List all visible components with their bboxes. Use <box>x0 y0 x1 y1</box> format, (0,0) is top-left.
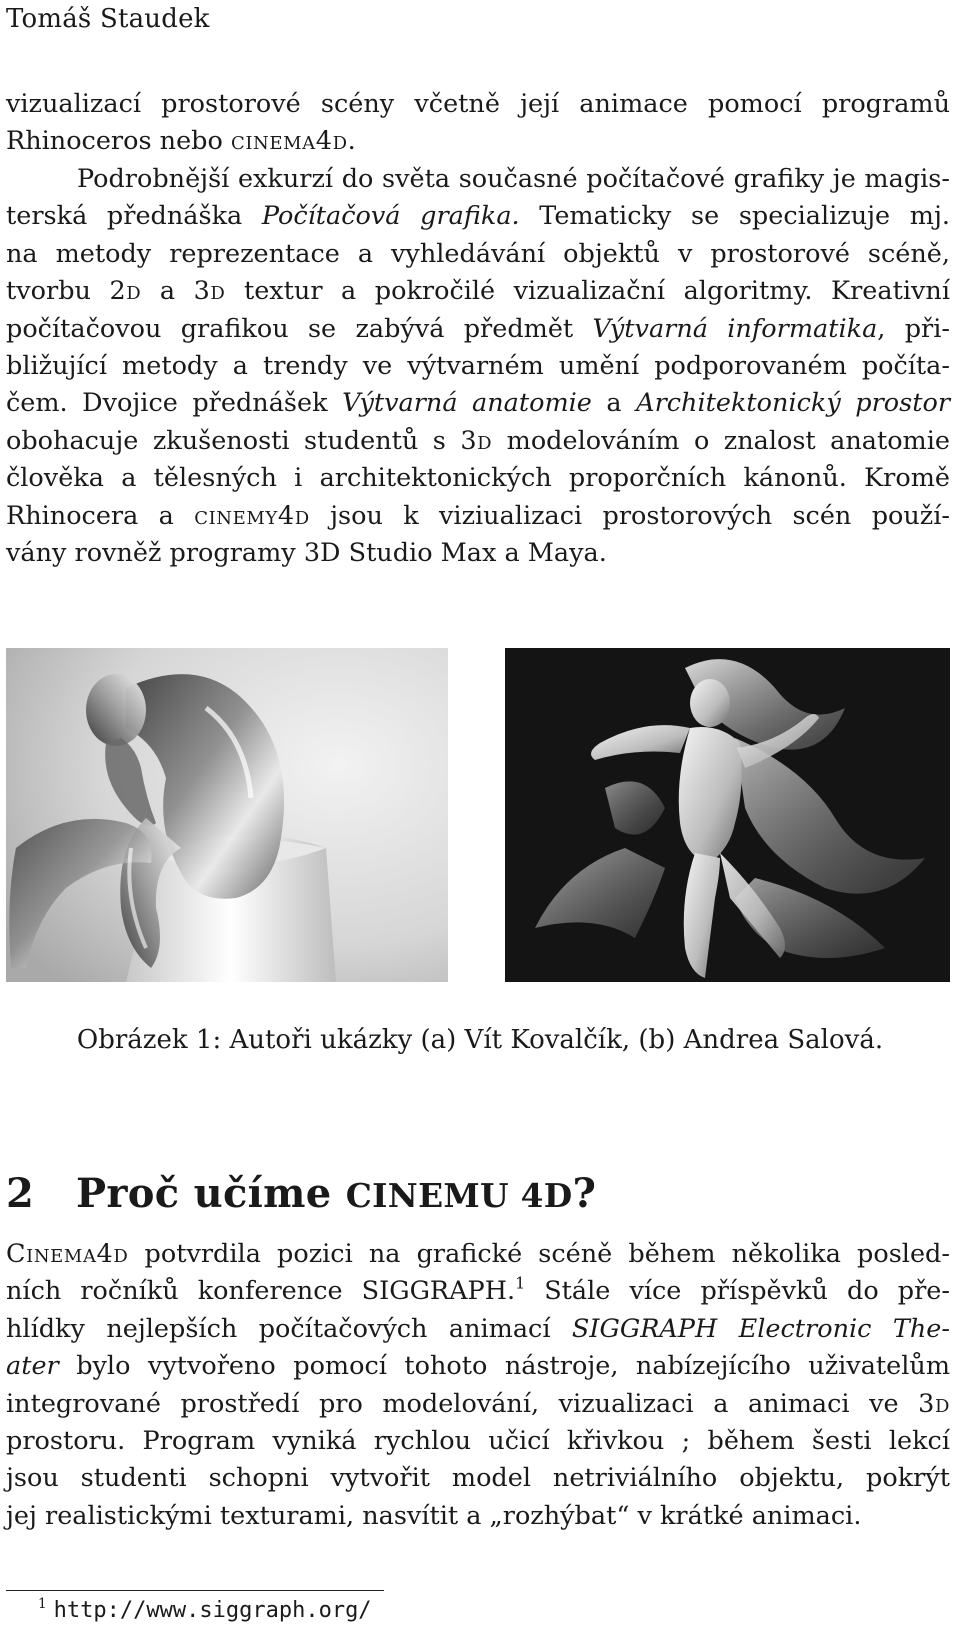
figure-image-b <box>505 648 950 982</box>
text-line: Cinema4d potvrdila pozici na grafické scéně během několika posled- <box>6 1239 950 1269</box>
text-line: hlídky nejlepších počítačových animací SIGGRAPH Electronic The- <box>6 1313 950 1344</box>
paragraph-intro <box>6 86 950 161</box>
text-line: na metody reprezentace a vyhledávání objektů v prostorové scéně, <box>6 238 950 269</box>
footnote-number: 1 <box>38 1596 47 1613</box>
footnote-rule <box>6 1590 384 1591</box>
footnote-marker: 1 <box>515 1274 526 1294</box>
text-line: jej realistickými texturami, nasvítit a „rozhýbat“ v krátké animaci. <box>6 1500 862 1531</box>
text-line: vizualizací prostorové scény včetně její animace pomocí programů <box>6 89 950 119</box>
course-title: Výtvarná informatika <box>592 313 878 344</box>
dancer-fabric-render <box>505 648 950 982</box>
section-heading: 2 Proč učíme CINEMU 4D? <box>6 1170 597 1217</box>
text-line: čem. Dvojice přednášek Výtvarná anatomie a Architektonický prostor <box>6 388 951 419</box>
figure-image-a <box>6 648 448 982</box>
text-line: Podrobnější exkurzí do světa současné počítačové grafiky je magis- <box>77 164 950 194</box>
text-line: jsou studenti schopni vytvořit model netriviálního objektu, pokrýt <box>6 1463 950 1494</box>
text-line: člověka a tělesných i architektonických proporčních kánonů. Kromě <box>6 463 950 494</box>
text-line: Rhinocera a cinemy4d jsou k viziualizaci prostorových scén použí- <box>6 500 950 531</box>
text-line: ater bylo vytvořeno pomocí tohoto nástroje, nabízejícího uživatelům <box>6 1351 950 1382</box>
text-line: vány rovněž programy 3D Studio Max a Maya. <box>6 538 607 569</box>
glass-sculpture-render <box>6 648 448 982</box>
text-line: ních ročníků konference SIGGRAPH.$^1$ Stále více příspěvků do pře- <box>6 1274 951 1307</box>
text-line: tvorbu 2d a 3d textur a pokročilé vizualizační algoritmy. Kreativní <box>6 276 950 307</box>
text-line: bližující metody a trendy ve výtvarném umění podporovaném počíta- <box>6 351 950 382</box>
text-line: Rhinoceros nebo cinema4d. <box>6 126 356 157</box>
figure-caption: Obrázek 1: Autoři ukázky (a) Vít Kovalčík, (b) Andrea Salová. <box>76 1025 884 1055</box>
course-title: Architektonický prostor <box>636 388 951 419</box>
paragraph-cinema4d <box>6 1236 950 1535</box>
footnote-link[interactable]: http://www.siggraph.org/ <box>53 1598 372 1623</box>
text-line: prostoru. Program vyniká rychlou učicí křivkou ; během šesti lekcí <box>6 1426 950 1457</box>
text-line: obohacuje zkušenosti studentů s 3d modelováním o znalost anatomie <box>6 425 950 456</box>
paragraph-courses <box>6 161 950 572</box>
running-header-author: Tomáš Staudek <box>6 4 210 34</box>
footnote <box>38 1598 372 1623</box>
text-line: terská přednáška Počítačová grafika. Tematicky se specializuje mj. <box>6 201 950 232</box>
section-number: 2 <box>6 1170 35 1217</box>
text-line: integrované prostředí pro modelování, vizualizaci a animaci ve 3d <box>6 1388 950 1419</box>
text-line: počítačovou grafikou se zabývá předmět Výtvarná informatika, při- <box>6 313 950 344</box>
course-title: Výtvarná anatomie <box>342 388 592 419</box>
course-title: Počítačová grafika. <box>261 201 520 232</box>
